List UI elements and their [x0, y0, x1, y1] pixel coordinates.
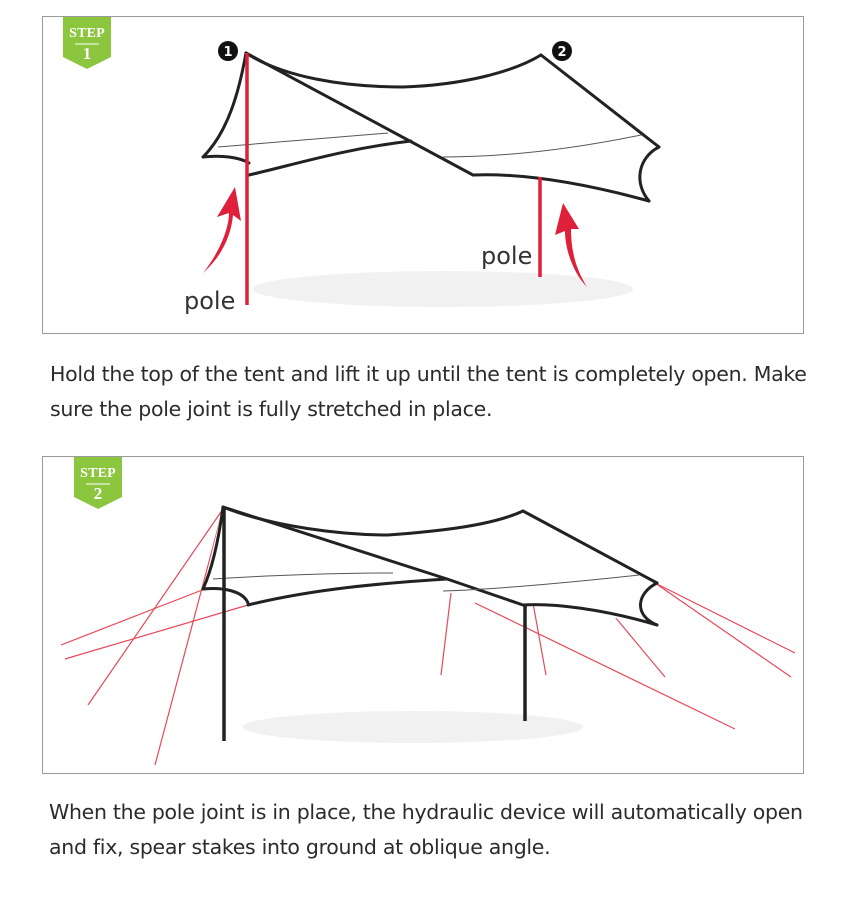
- badge-word: STEP: [80, 466, 116, 481]
- ground-shadow: [253, 271, 633, 307]
- pole-label-right: pole: [481, 242, 533, 270]
- step-1-badge: [63, 17, 111, 69]
- step-2-caption: When the pole joint is in place, the hydraulic device will automatically open and fix, spear stakes into ground at oblique angle.: [49, 800, 803, 859]
- badge-number: 1: [82, 44, 92, 63]
- lift-arrow-right: [555, 203, 587, 287]
- marker-2-number: 2: [557, 45, 567, 60]
- step-2-badge: [74, 457, 122, 509]
- tarp-fill: [203, 53, 659, 201]
- ground-shadow: [243, 711, 583, 743]
- pole-label-left: pole: [184, 287, 236, 315]
- badge-number: 2: [93, 484, 103, 503]
- step-2-panel: [42, 456, 804, 774]
- badge-word: STEP: [69, 26, 105, 41]
- tarp-fill: [203, 507, 657, 625]
- step-1-panel: [42, 16, 804, 334]
- step-1-illustration: [43, 17, 805, 335]
- marker-1-number: 1: [223, 45, 233, 60]
- lift-arrow-left: [203, 187, 241, 273]
- step-1-caption: Hold the top of the tent and lift it up until the tent is completely open. Make sure the pole joint is fully stretched in place.: [50, 362, 807, 421]
- step-2-illustration: [43, 457, 805, 775]
